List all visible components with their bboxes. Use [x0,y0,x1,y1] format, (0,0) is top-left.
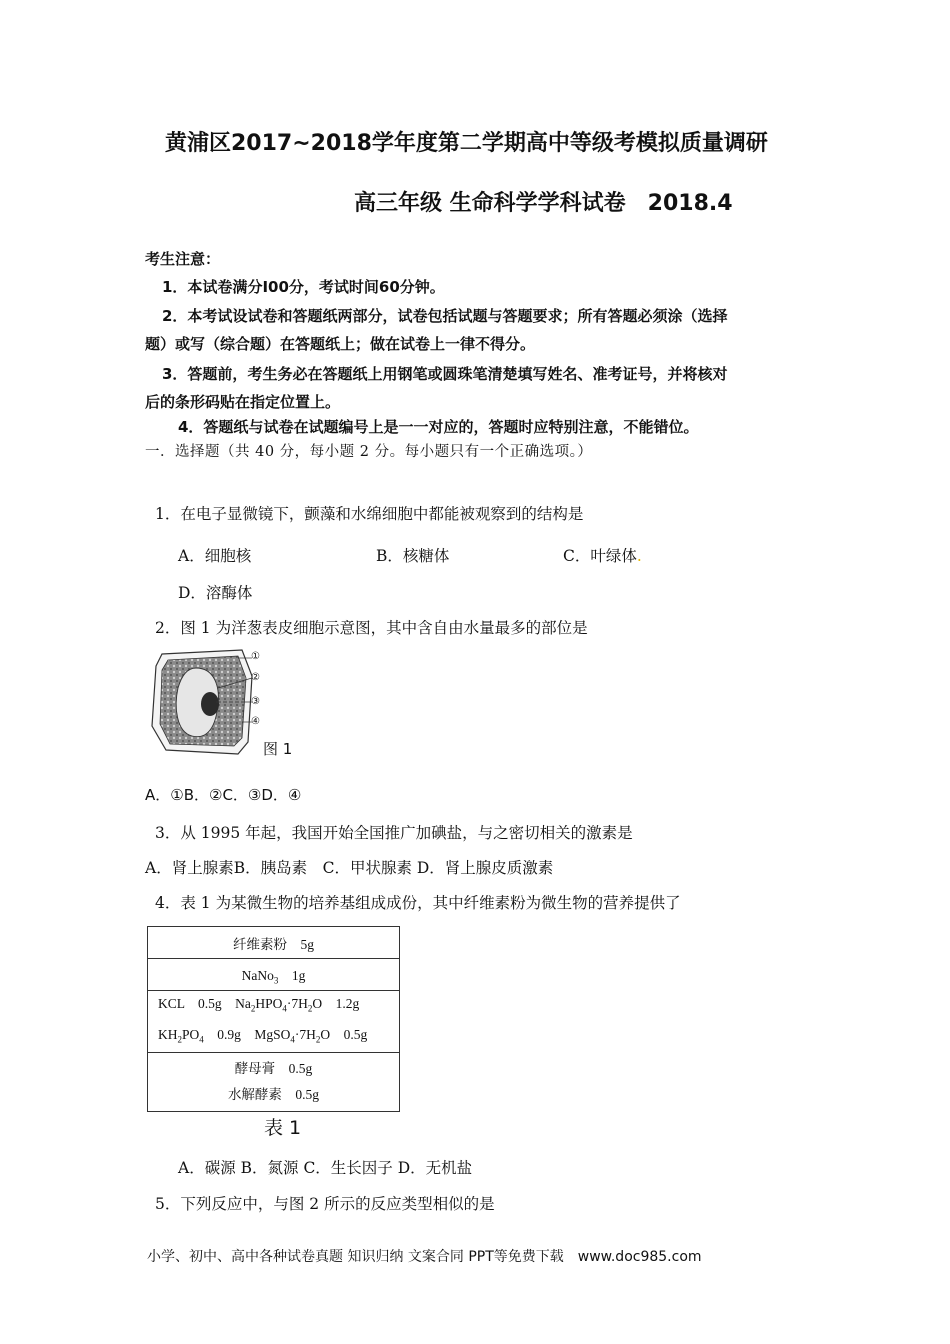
table-caption: 表 1 [264,1117,302,1139]
notice-item-4: 4．答题纸与试卷在试题编号上是一一对应的，答题时应特别注意，不能错位。 [178,418,699,436]
sub: 2 [307,1003,313,1014]
sub: 2 [315,1034,321,1045]
sub: 4 [290,1034,295,1045]
sub: 2 [250,1003,256,1014]
table-row-nitrate [148,959,400,991]
q1-option-d: D．溶酶体 [178,584,253,602]
sub: 2 [177,1034,182,1045]
salts-o: O 1.2g [312,996,360,1011]
figure-label-2: ② [251,672,260,683]
notice-heading: 考生注意： [145,250,221,268]
q1-option-c [563,544,642,566]
salts-mgso: 0.9g MgSO [203,1026,291,1042]
q1-dot-mark: . [636,547,642,565]
salts-o2: O 0.5g [320,1026,368,1042]
sub: 4 [199,1034,204,1045]
figure-caption: 图 1 [263,740,293,758]
q2-stem: 2．图 1 为洋葱表皮细胞示意图，其中含自由水量最多的部位是 [155,619,588,637]
exam-title-line1: 黄浦区2017~2018学年度第二学期高中等级考模拟质量调研 [165,131,768,156]
table-row-salts [148,991,400,1053]
salts-h2: ·7H [294,1026,316,1042]
yeast-line: 酵母膏 0.5g [234,1061,313,1077]
table-row-yeast [148,1053,400,1112]
hydrolysate-line: 水解酵素 0.5g [227,1087,320,1103]
q2-options: A．①B．②C．③D．④ [145,786,302,804]
q1-option-b: B．核糖体 [376,547,450,565]
salts-po: PO [182,1026,200,1042]
exam-title-line2: 高三年级 生命科学学科试卷 2018.4 [354,191,733,216]
figure-label-3: ③ [251,696,260,707]
q1-stem: 1．在电子显微镜下，颤藻和水绵细胞中都能被观察到的结构是 [155,505,584,523]
q4-stem: 4．表 1 为某微生物的培养基组成成份，其中纤维素粉为微生物的营养提供了 [155,894,681,912]
q3-stem: 3．从 1995 年起，我国开始全国推广加碘盐，与之密切相关的激素是 [155,824,633,842]
q3-options: A．肾上腺素B．胰岛素 C．甲状腺素 D．肾上腺皮质激素 [145,859,554,877]
figure-label-1: ① [251,651,260,662]
q5-stem: 5．下列反应中，与图 2 所示的反应类型相似的是 [155,1195,495,1213]
notice-item-3: 3．答题前，考生务必在答题纸上用钢笔或圆珠笔清楚填写姓名、准考证号，并将核对 [162,365,728,383]
footer-text: 小学、初中、高中各种试卷真题 知识归纳 文案合同 PPT等免费下载 www.doc985.com [147,1249,702,1265]
q1-option-a: A．细胞核 [178,547,252,565]
figure-label-4: ④ [251,716,260,727]
notice-item-3-cont: 后的条形码贴在指定位置上。 [145,393,341,411]
salts-line-1 [158,991,399,1022]
nitrate-text: NaNo [241,967,274,983]
table-row-cellulose: 纤维素粉 5g [148,927,400,959]
notice-item-1: 1．本试卷满分I00分，考试时间60分钟。 [162,278,445,296]
salts-hpo: HPO [255,996,283,1011]
q1-option-c-text: C．叶绿体 [563,547,637,565]
nitrate-amount: 1g [278,967,306,983]
salts-line-2 [158,1022,399,1053]
salts-h: ·7H [286,996,308,1011]
q4-options: A．碳源 B．氮源 C．生长因子 D．无机盐 [178,1159,473,1177]
notice-item-2: 2．本考试设试卷和答题纸两部分，试卷包括试题与答题要求；所有答题必须涂（选择 [162,307,728,325]
salts-kcl: KCL 0.5g Na [158,996,251,1011]
nitrate-subscript: 3 [273,975,279,986]
salts-kh: KH [158,1026,178,1042]
medium-table [147,926,400,1112]
nucleus-shape [201,692,219,716]
onion-cell-figure [148,646,268,758]
sub: 4 [282,1003,287,1014]
notice-item-2-cont: 题）或写（综合题）在答题纸上；做在试卷上一律不得分。 [145,335,536,353]
section-heading: 一．选择题（共 40 分，每小题 2 分。每小题只有一个正确选项。） [145,444,593,460]
